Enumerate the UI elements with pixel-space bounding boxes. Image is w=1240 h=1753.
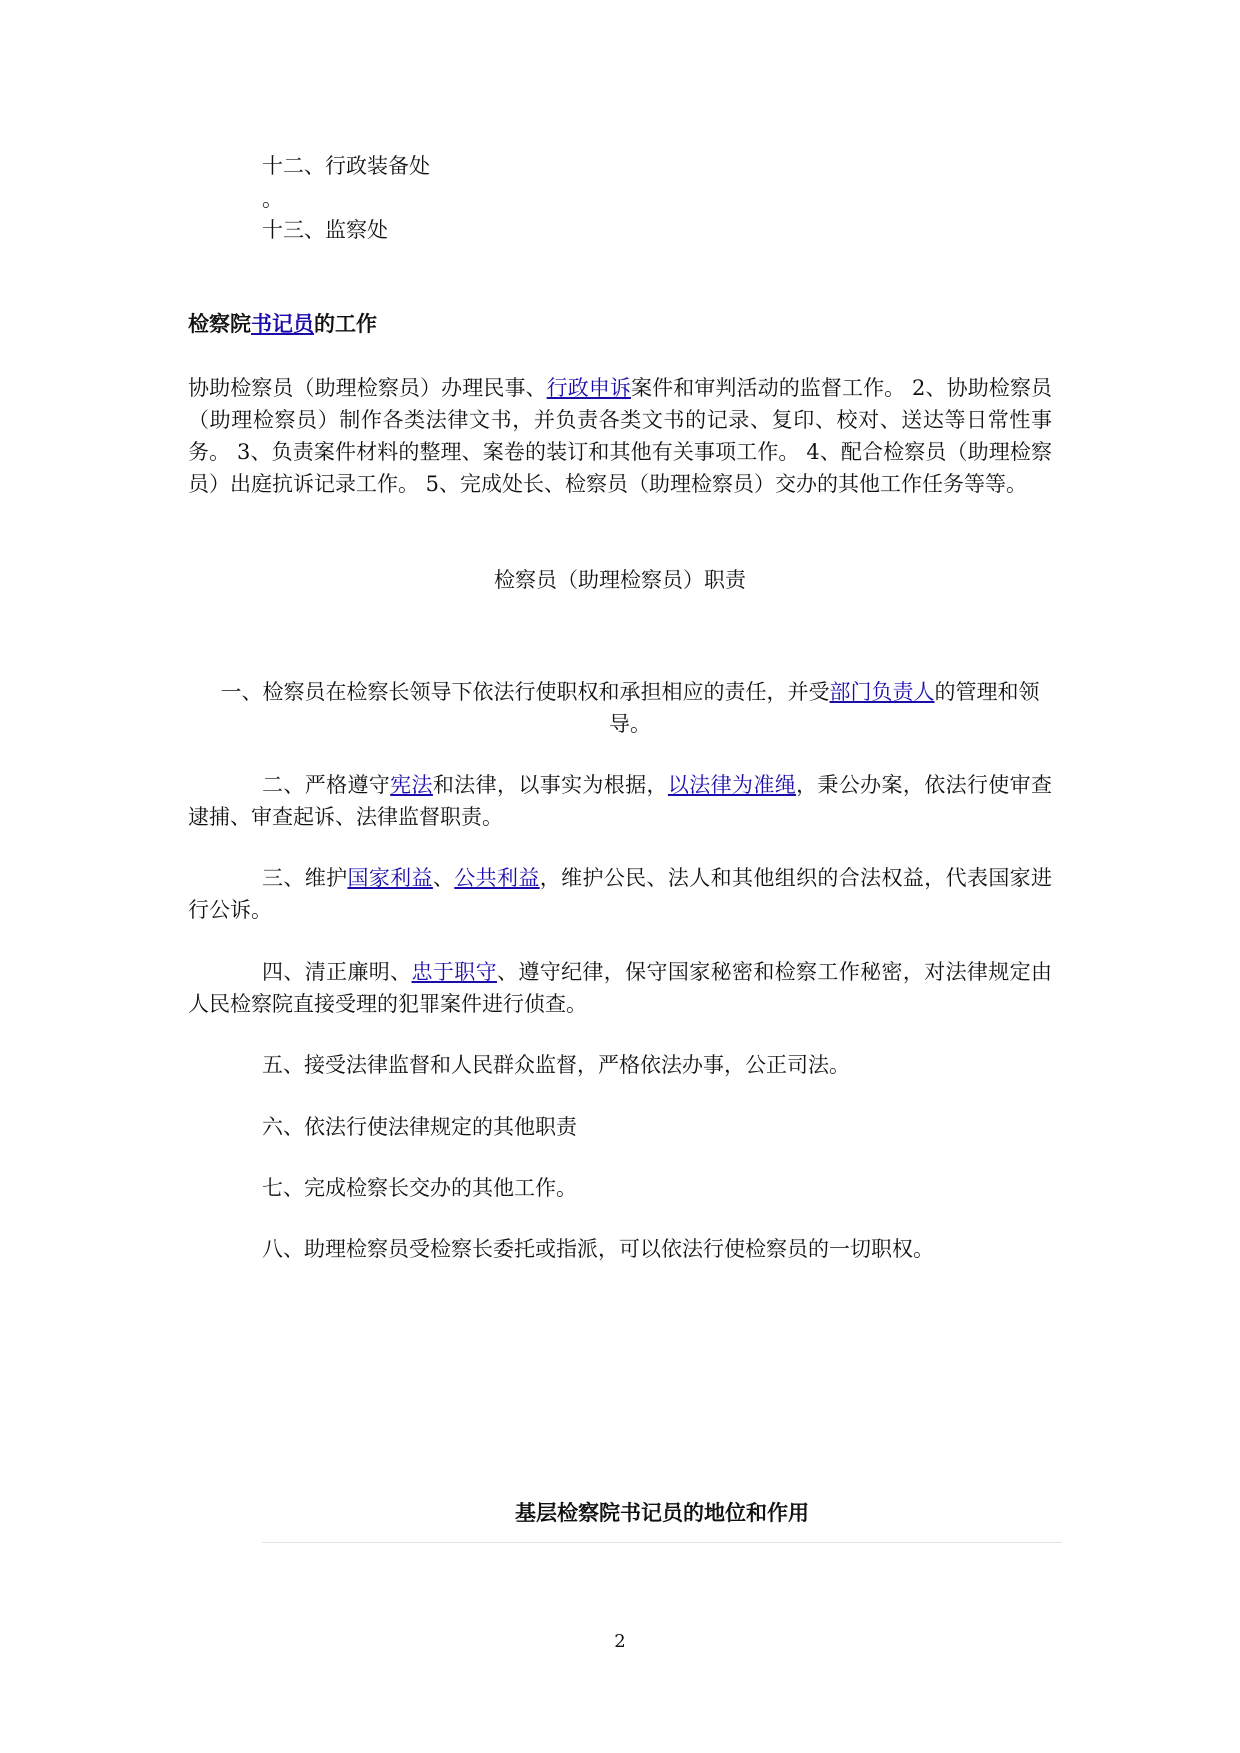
duty-text: 、 xyxy=(432,866,455,890)
heading-text-pre: 检察院 xyxy=(188,311,251,336)
duty-item-5: 五、接受法律监督和人民群众监督，严格依法办事，公正司法。 xyxy=(262,1053,850,1077)
duty-text: 、遵守纪律，保守国家秘密和检察工作秘密，对法律规定由人民检察院直接受理的犯罪案件进行侦查。 xyxy=(188,960,1053,1016)
clerk-link[interactable]: 书记员 xyxy=(251,311,314,336)
duty-item-7: 七、完成检察长交办的其他工作。 xyxy=(262,1176,577,1200)
paragraph-text: 案件和审判活动的监督工作。 2、协助检察员（助理检察员）制作各类法律文书，并负责各类文书的记录、复印、校对、送达等日常性事务。 3、负责案件材料的整理、案卷的装订和其他有关事项工作。 4、配合检察员（助理检察员）出庭抗诉记录工作。 5、完成处长、检察员（助理检察员）交办的其他工作任务等等。 xyxy=(188,376,1052,496)
list-item-13: 十三、监察处 xyxy=(262,218,388,242)
bottom-section-heading: 基层检察院书记员的地位和作用 xyxy=(515,1500,809,1525)
department-head-link[interactable]: 部门负责人 xyxy=(829,680,935,704)
duty-text: 一、检察员在检察长领导下依法行使职权和承担相应的责任，并受 xyxy=(220,680,830,704)
duty-text: 四、清正廉明、 xyxy=(262,960,412,984)
clerk-duties-paragraph xyxy=(188,372,1052,500)
public-interest-link[interactable]: 公共利益 xyxy=(454,866,540,890)
duty-item-4 xyxy=(188,956,1052,1020)
national-interest-link[interactable]: 国家利益 xyxy=(347,866,433,890)
law-as-criterion-link[interactable]: 以法律为准绳 xyxy=(667,773,797,797)
duties-title: 检察员（助理检察员）职责 xyxy=(494,568,746,592)
heading-divider xyxy=(262,1542,1062,1543)
duty-item-2 xyxy=(188,769,1052,833)
list-item-12: 十二、行政装备处 xyxy=(262,154,430,178)
duty-item-1 xyxy=(200,676,1060,740)
paragraph-text: 协助检察员（助理检察员）办理民事、 xyxy=(188,376,547,400)
duty-text: ，秉公办案，依法行使审查逮捕、审查起诉、法律监督职责。 xyxy=(188,773,1053,829)
duty-text: 和法律，以事实为根据， xyxy=(432,773,668,797)
page-number: 2 xyxy=(614,1631,626,1652)
duty-text: 三、维护 xyxy=(262,866,348,890)
clerk-section-heading xyxy=(188,308,377,340)
heading-text-post: 的工作 xyxy=(314,311,377,336)
duty-item-8: 八、助理检察员受检察长委托或指派，可以依法行使检察员的一切职权。 xyxy=(262,1237,934,1261)
loyalty-to-duty-link[interactable]: 忠于职守 xyxy=(411,960,497,984)
constitution-link[interactable]: 宪法 xyxy=(390,773,433,797)
duty-text: ，维护公民、法人和其他组织的合法权益，代表国家进行公诉。 xyxy=(188,866,1053,922)
administrative-appeal-link[interactable]: 行政申诉 xyxy=(546,376,632,400)
duty-text: 二、严格遵守 xyxy=(262,773,391,797)
list-stray-period: 。 xyxy=(262,187,283,211)
duty-item-6: 六、依法行使法律规定的其他职责 xyxy=(262,1115,577,1139)
duty-text: 的管理和领导。 xyxy=(609,680,1040,736)
duty-item-3 xyxy=(188,862,1052,926)
